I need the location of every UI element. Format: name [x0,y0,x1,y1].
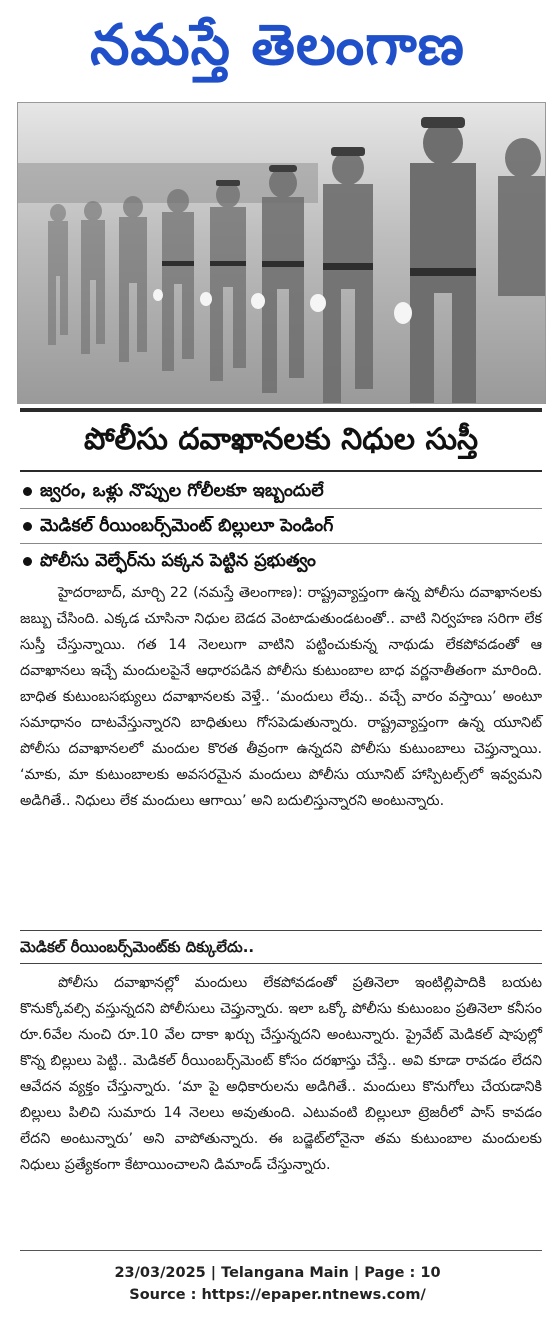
bullet-icon [23,487,32,496]
subheadings [20,474,542,578]
masthead-title: నమస్తే తెలంగాణ [90,13,465,78]
subheading-item [20,474,542,508]
article-end-rule [20,1250,542,1251]
article-paragraph-1: హైదరాబాద్, మార్చి 22 (నమస్తే తెలంగాణ): రాష్ట్రవ్యాప్తంగా ఉన్న పోలీసు దవాఖానలకు జబ్బు చేసింది. ఎక్కడ చూసినా నిధుల బెడద వెంటాడుతుండటంతో.. వాటి నిర్వహణ సరిగా లేక సుస్తీ చేస్తున్నాయి. గత 14 నెలలుగా వాటిని పట్టించుకున్న నాథుడు లేకపోవడంతో ఆ దవాఖానలు ఇచ్చే మందులపైనే ఆధారపడిన పోలీసు కుటుంబాల బాధ వర్ణనాతీతంగా మారింది. బాధిత కుటుంబసభ్యులు దవాఖానలకు వెళ్తే.. ‘మందులు లేవు.. వచ్చే వారం వస్తాయి’ అంటూ సమాధానం దాటవేస్తున్నారని బాధితులు గోసపెడుతున్నారు. రాష్ట్రవ్యాప్తంగా ఉన్న యూనిట్ పోలీసు దవాఖానలలో మందుల కొరత తీవ్రంగా ఉన్నదని పోలీసు కుటుంబాలు చెప్తున్నాయి. ‘మాకు, మా కుటుంబాలకు అవసరమైన మందులు పోలీసు యూనిట్ హాస్పిటల్స్‌లో ఇవ్వమని అడిగితే.. నిధులు లేక మందులు ఆగాయి’ అని బదులిస్తున్నారని అంటున్నారు. [20,585,542,809]
subheading-text: పోలీసు వెల్ఫేర్‌ను పక్కన పెట్టిన ప్రభుత్వం [40,551,316,571]
subheading-text: జ్వరం, ఒళ్లు నొప్పుల గోలీలకూ ఇబ్బందులే [40,481,324,501]
bullet-icon [23,522,32,531]
footer-source-link[interactable]: Source : https://epaper.ntnews.com/ [129,1287,426,1303]
newspaper-masthead [0,0,555,95]
article-headline [20,408,542,472]
footer-date-edition: 23/03/2025 | Telangana Main | Page : 10 [114,1265,441,1281]
article-body-section-2 [20,970,542,1178]
article-body [20,580,542,814]
page-footer [0,1262,555,1306]
bullet-icon [23,557,32,566]
police-parade-photo [17,102,546,404]
article-paragraph-2: పోలీసు దవాఖానల్లో మందులు లేకపోవడంతో ప్రతినెలా ఇంటిల్లిపాదికి బయట కొనుక్కోవల్సి వస్తున్నదని పోలీసులు చెప్తున్నారు. ఇలా ఒక్కో పోలీసు కుటుంబం ప్రతినెలా కనీసం రూ.6వేల నుంచి రూ.10 వేల దాకా ఖర్చు చేస్తున్నదని అంటున్నారు. ప్రైవేట్ మెడికల్ షాపుల్లో కొన్న బిల్లులు పెట్టి.. మెడికల్ రీయింబర్స్‌మెంట్ కోసం దరఖాస్తు చేస్తే.. అవి కూడా రావడం లేదని ఆవేదన వ్యక్తం చేస్తున్నారు. ‘మా పై అధికారులను అడిగితే.. మందులు కొనుగోలు చేయడానికి బిల్లులు పిలిచి సుమారు 14 నెలలు అవుతుంది. ఎటువంటి బిల్లులూ ట్రెజరీలో పాస్ కావడం లేదని అంటున్నారు’ అని వాపోతున్నారు. ఈ బడ్జెట్‌లోనైనా తమ కుటుంబాల మందులకు నిధులు ప్రత్యేకంగా కేటాయించాలని డిమాండ్ చేస్తున్నారు. [20,975,542,1173]
subheading-item [20,508,542,543]
section-heading: మెడికల్ రీయింబర్స్‌మెంట్‌కు దిక్కులేదు.. [20,930,542,964]
subheading-text: మెడికల్ రీయింబర్స్‌మెంట్ బిల్లులూ పెండింగ్ [40,516,334,536]
photo-illustration [18,103,545,403]
subheading-item [20,543,542,578]
headline-text: పోలీసు దవాఖానలకు నిధుల సుస్తీ [83,422,479,457]
